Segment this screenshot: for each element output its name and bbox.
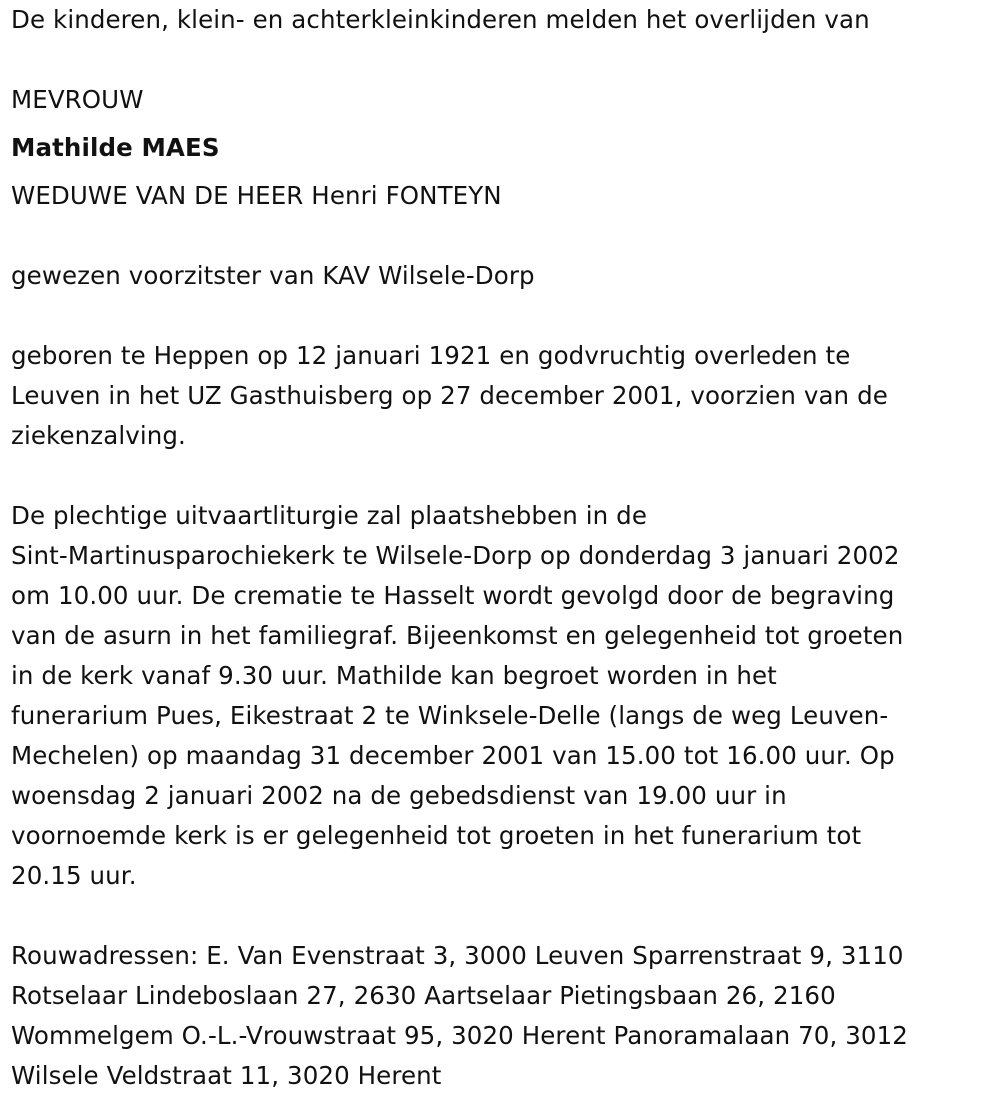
spacer <box>11 216 986 256</box>
paragraph-line: Rotselaar Lindeboslaan 27, 2630 Aartselaar Pietingsbaan 26, 2160 <box>11 981 836 1010</box>
spacer <box>11 168 986 176</box>
paragraph-line: Wilsele Veldstraat 11, 3020 Herent <box>11 1061 442 1090</box>
intro-line: De kinderen, klein- en achterkleinkinderen melden het overlijden van <box>11 5 870 34</box>
paragraph-line: om 10.00 uur. De crematie te Hasselt wordt gevolgd door de begraving <box>11 581 895 610</box>
deceased-name: Mathilde MAES <box>11 133 220 162</box>
paragraph-line: van de asurn in het familiegraf. Bijeenkomst en gelegenheid tot groeten <box>11 621 904 650</box>
paragraph-line: Rouwadressen: E. Van Evenstraat 3, 3000 Leuven Sparrenstraat 9, 3110 <box>11 941 904 970</box>
spacer <box>11 120 986 128</box>
birth-death-paragraph <box>11 336 986 456</box>
paragraph-line: voornoemde kerk is er gelegenheid tot groeten in het funerarium tot <box>11 821 862 850</box>
addresses-paragraph <box>11 936 986 1096</box>
widow-of-line: WEDUWE VAN DE HEER Henri FONTEYN <box>11 181 502 210</box>
paragraph-line: woensdag 2 januari 2002 na de gebedsdienst van 19.00 uur in <box>11 781 787 810</box>
paragraph-line: ziekenzalving. <box>11 421 186 450</box>
paragraph-line: 20.15 uur. <box>11 861 137 890</box>
spacer <box>11 40 986 80</box>
spacer <box>11 296 986 336</box>
paragraph-line: funerarium Pues, Eikestraat 2 te Winksele-Delle (langs de weg Leuven- <box>11 701 889 730</box>
paragraph-line: geboren te Heppen op 12 januari 1921 en godvruchtig overleden te <box>11 341 851 370</box>
role-line: gewezen voorzitster van KAV Wilsele-Dorp <box>11 261 535 290</box>
paragraph-line: Mechelen) op maandag 31 december 2001 van 15.00 tot 16.00 uur. Op <box>11 741 895 770</box>
paragraph-line: Wommelgem O.-L.-Vrouwstraat 95, 3020 Herent Panoramalaan 70, 3012 <box>11 1021 908 1050</box>
spacer <box>11 896 986 936</box>
paragraph-line: Leuven in het UZ Gasthuisberg op 27 december 2001, voorzien van de <box>11 381 888 410</box>
death-notice <box>11 0 986 1096</box>
salutation: MEVROUW <box>11 85 144 114</box>
spacer <box>11 456 986 496</box>
paragraph-line: De plechtige uitvaartliturgie zal plaatshebben in de <box>11 501 648 530</box>
funeral-paragraph <box>11 496 986 896</box>
paragraph-line: Sint-Martinusparochiekerk te Wilsele-Dorp op donderdag 3 januari 2002 <box>11 541 900 570</box>
paragraph-line: in de kerk vanaf 9.30 uur. Mathilde kan begroet worden in het <box>11 661 777 690</box>
